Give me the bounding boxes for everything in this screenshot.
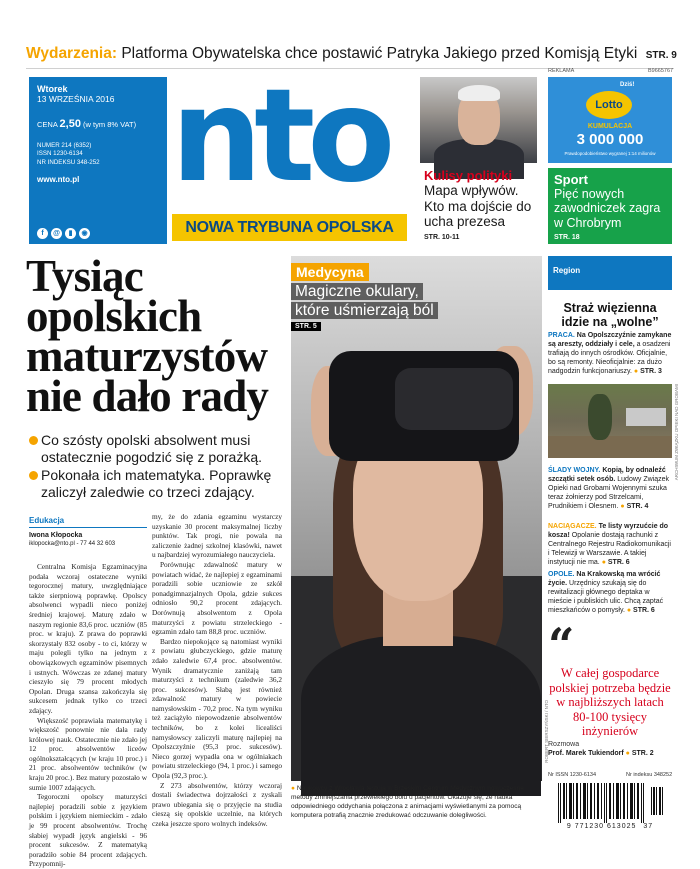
quote-label: Rozmowa [548, 741, 580, 748]
social-icons [37, 222, 93, 240]
article-paragraph: Z 273 absolwentów, którzy wczoraj dostali świadectwa dojrzałości z zyskali prawo ubiegania się o przyjęcie na studia cieszą się opolskie uczelnie, na których czeka jeszcze sporo wolnych indeksów. [152, 780, 282, 828]
top-headline[interactable] [26, 45, 677, 63]
masthead-website[interactable]: www.nto.pl [37, 175, 80, 185]
region-body: PRACA. Na Opolszczyźnie zamykane są areszty, oddziały i cele, a osadzeni trafiają do innych ośrodków. Oficjalnie, bo są remonty. Nieoficjalnie: za dużo nadgodzin funkcjonariuszy. ● STR. 3 [548, 332, 672, 375]
barcode-issn: Nr ISSN 1230-6134 [548, 772, 596, 778]
masthead-meta: NUMER 214 (6352) ISSN 1230-6134 NR INDEKSU 348-252 [37, 142, 100, 166]
lotto-logo: Lotto [586, 91, 632, 119]
quote-text[interactable]: W całej gospodarce polskiej potrzeba będzie w najbliższych latach 80-100 tysięcy inżynierów [549, 666, 671, 738]
masthead-day: Wtorek [37, 84, 68, 94]
region-tag: Region [553, 266, 581, 275]
barcode-index: Nr indeksu 348252 [626, 772, 673, 778]
top-headline-text: Platforma Obywatelska chce postawić Patryka Jakiego przed Komisją Etyki [121, 45, 638, 62]
kulisy-page: STR. 10-11 [424, 233, 460, 241]
medycyna-title[interactable]: Magiczne okulary, które uśmierzają ból [291, 282, 541, 320]
kulisy-photo[interactable] [420, 77, 537, 163]
region-photo-credit: ARCHIWUM ZWIĄZKU OPIEKI NAD GROBAMI [674, 384, 679, 481]
medycyna-page: STR. 5 [291, 322, 321, 331]
top-headline-lead: Wydarzenia: [26, 45, 118, 62]
kulisy-title: Kulisy polityki [424, 168, 513, 183]
brief-item[interactable]: ŚLADY WOJNY. Kopią, by odnaleźć szczątki setek osób. Ludowy Związek Opieki nad Grobami Wojennymi szuka teraz żołnierzy pod Strzelcami, Prudnikiem i Olesnem. ● STR. 4 [548, 467, 670, 510]
medycyna-tag: Medycyna [291, 263, 369, 281]
kulisy-text: Mapa wpływów. Kto ma dojście do ucha prezesa [424, 183, 532, 230]
quote-icon: “ [548, 618, 575, 672]
bullet-item: Pokonała ich matematyka. Poprawkę zaliczył zaledwie co trzeci zdający. [29, 467, 279, 501]
main-bullets [29, 432, 279, 502]
author-name: Iwona Kłopocka [29, 532, 83, 539]
lotto-small: Prawdopodobieństwo wygranej 1:14 milionów [564, 151, 656, 156]
vr-headset-photo[interactable] [291, 256, 542, 781]
region-title[interactable]: Straż więzienna idzie na „wolne” [561, 301, 659, 329]
ad-label: REKLAMA [548, 68, 575, 74]
masthead-subtitle: NOWA TRYBUNA OPOLSKA [172, 214, 407, 241]
brief-item[interactable]: NACIĄGACZE. Te listy wyrzućcie do kosza! Opolanie dostają rachunki z Centralnego Rejestru Radiokomunikacji i Telewizji w Warszawie. A takiej instytucji nie ma. ● STR. 6 [548, 523, 671, 566]
barcode-number: 9 771230 613025 37 [566, 823, 654, 830]
kulisy-teaser[interactable] [424, 168, 540, 241]
article-paragraph: my, że do zdania egzaminu wystarczy uzyskanie 30 procent maksymalnej liczby punktów. Tak progi, nie powala na zaliczenie żadnej szkolnej klasówki, nawet u najbardziej wyrozumiałego nauczyciela. [152, 512, 282, 560]
lotto-amount: 3 000 000 [576, 131, 644, 148]
article-column-1 [29, 562, 147, 869]
caption-bullet-icon: ● [291, 785, 295, 792]
photo-caption: ● Naukowcy z Wrocławia testują w Brzeskim Centrum Medycznym nowoczesne metody zmniejszania przewlekłego bólu u pacjentów. Okazuje się, że nauka odpowiedniego oddychania połączona z animacjami wyświetlanymi za pomocą komputera potrafią znacznie zredukować odczuwanie dolegliwości. [291, 785, 524, 819]
article-paragraph: Porównując zdawalność matury w powiatach widać, że najlepiej z egzaminami poradzili sobie uczniowie ze szkół ponadgimnazjalnych Opola, gdzie sukces odniosło 90,2 procent zdających. Dorównują absolwentom z Opola maturzyści z powiatu strzeleckiego - egzamin zdało tam 88,8 proc. uczniów. [152, 559, 282, 637]
lotto-today: Dziś! [620, 82, 635, 88]
sport-text: Pięć nowych zawodniczek zagra w Chrobrym [554, 187, 661, 230]
article-paragraph: Bardzo niepokojące są natomiast wyniki z powiatu głubczyckiego, gdzie maturę zdało zaledwie 67,4 proc. absolwentów. Wynik dramatycznie zaniżają tam maturzyści z technikum (zaledwie 36,2 proc. sukcesów). Słabą jest również zdawalność matury w powiecie namysłowskim - 70,2 proc. Na tym wyniku też zaciążyło niepowodzenie absolwentów techników, bo z kolei licealiści namysłowscy zaliczyli maturę najlepiej na Opolszczyźnie (95,3 proc. sukcesów). Nieco gorzej wypadła ona w ogólniakach powiatu strzeleckiego (94, 1 proc.) i samego Opola (92,3 proc.). [152, 636, 282, 781]
barcode-graphic [556, 783, 666, 823]
photo-credit: ROBERT SIERSZYŃSKI / NTO [544, 700, 549, 763]
masthead-date: 13 WRZEŚNIA 2016 [37, 94, 115, 104]
rss-icon[interactable]: ◉ [79, 228, 90, 239]
section-label: Edukacja [29, 516, 65, 525]
email-icon[interactable]: @ [51, 228, 62, 239]
ad-code: B9665767 [648, 68, 674, 74]
main-headline[interactable]: Tysiąc opolskich maturzystów nie dało rady [26, 251, 269, 421]
region-photo[interactable] [548, 384, 672, 458]
author-contact: iklopocka@nto.pl - 77 44 32 603 [29, 541, 116, 547]
masthead-price: CENA 2,50 (w tym 8% VAT) [37, 118, 137, 130]
nto-logo[interactable]: nto [171, 62, 388, 211]
brief-item[interactable]: OPOLE. Na Krakowską ma wrócić życie. Urzędnicy szukają się do rewitalizacji głównego deptaka w mieście i publiskich ulic. Chcą zaptać mieszkańców o pomysły. ● STR. 6 [548, 571, 664, 614]
article-paragraph: Centralna Komisja Egzaminacyjna podała wczoraj ostateczne wyniki tegorocznej matury, uwzględniające także sierpniową poprawkę. Opolscy absolwenci wypadli nieco poniżej średniej krajowej. Maturę zdało w naszym regionie 83,6 proc. uczniów (85 proc. w kraju). Z prawa do poprawki skorzystały 832 osoby - to ci, którzy w maju polegli tylko na jednym z obowiązkowych egzaminów pisemnych i ustnych. Wówczas ze zdanej matury cieszyło się 79 procent młodych Opolan. Druga szansa zakończyła się sukcesem jednak tylko co trzeci zdający. [29, 562, 147, 715]
lotto-kumulacja: KUMULACJA [587, 123, 633, 130]
mobile-icon[interactable]: ▮ [65, 228, 76, 239]
article-paragraph: Tegoroczni opolscy maturzyści najlepiej poradzili sobie z językiem polskim i językiem niemieckim - zdało je 99 procent absolwentów. Trochę słabiej wypadł język angielski - 96 procent sukcesów. Z matematyką poradziło sobie 84 procent zdających. Przypomnij- [29, 792, 147, 869]
article-column-2 [152, 512, 282, 832]
section-divider [29, 527, 147, 528]
bullet-item: Co szósty opolski absolwent musi ostatecznie pogodzić się z porażką. [29, 432, 279, 466]
quote-author: Prof. Marek Tukiendorf ● STR. 2 [548, 750, 654, 757]
sport-page: STR. 18 [554, 234, 580, 242]
lotto-ad[interactable] [548, 77, 672, 163]
article-paragraph: Większość poprawiała matematykę i większość ponownie nie dała rady królowej nauk. Ostatecznie nie zdało jej 12 proc. absolwentów liceów ogólnokształcących (w kraju 10 proc.) i 21 proc. absolwentów techników (w kraju 20 proc.). Bez matury pozostało w sumie 1007 zdających. [29, 715, 147, 792]
masthead-info [29, 77, 167, 244]
facebook-icon[interactable]: f [37, 228, 48, 239]
sport-title: Sport [554, 172, 588, 187]
top-headline-page: STR. 9 [645, 50, 677, 61]
sport-teaser[interactable] [548, 168, 672, 244]
